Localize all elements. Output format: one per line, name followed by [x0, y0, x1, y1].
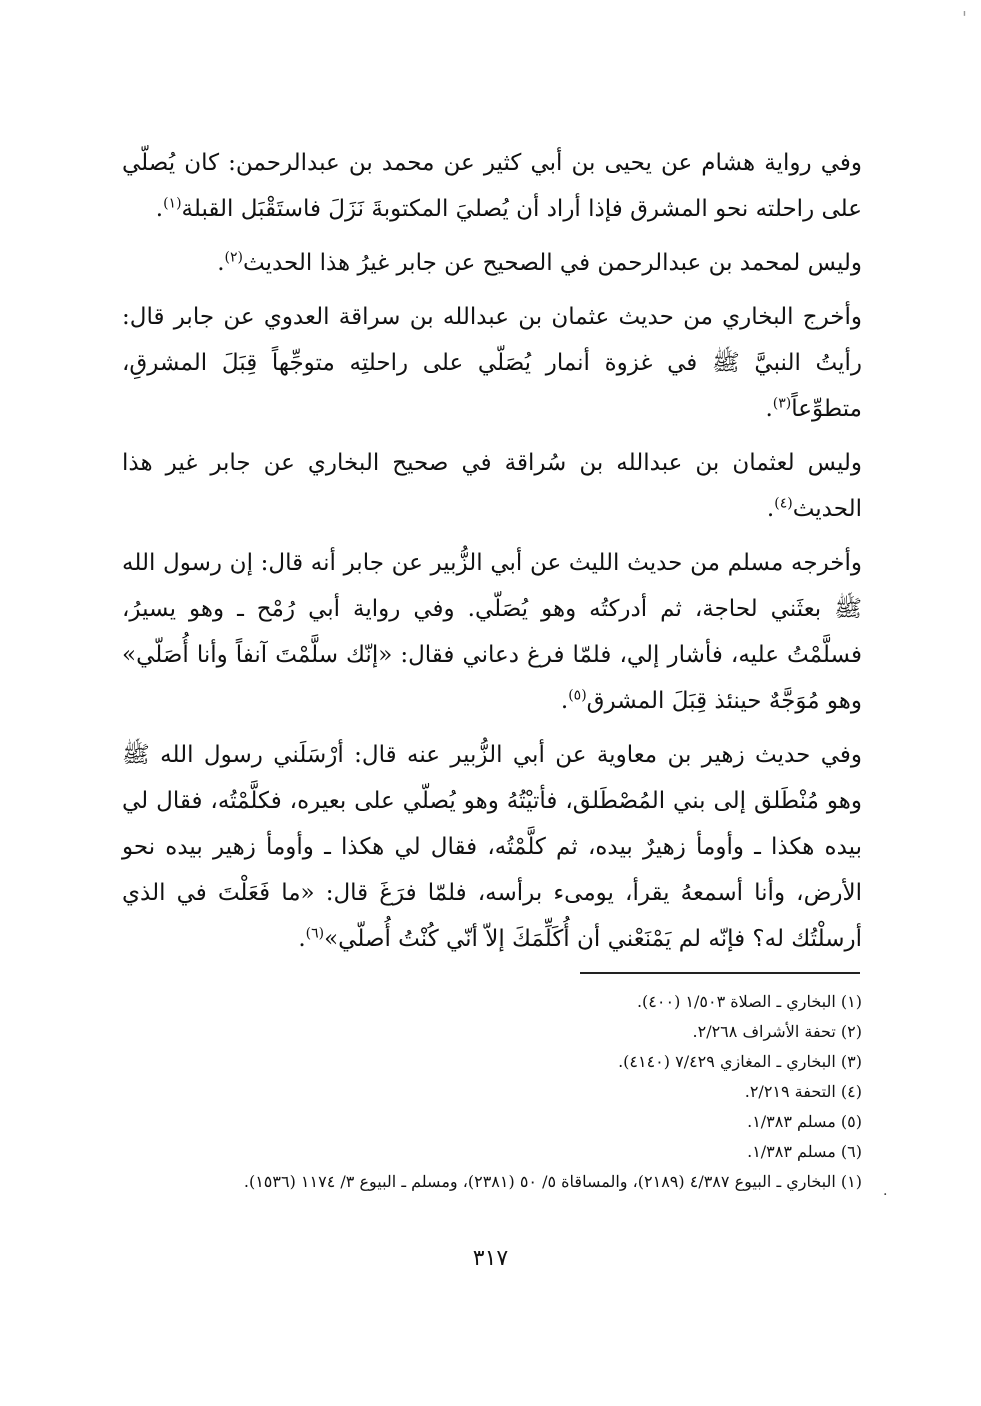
- text-line: وفي رواية هشام عن يحيى بن أبي كثير عن محمد بن عبدالرحمن: كان يُصلّي: [122, 150, 862, 176]
- footnote-ref[interactable]: (٢): [224, 249, 243, 266]
- footnote-ref[interactable]: (٦): [305, 925, 325, 942]
- text-line: متطوِّعاً: [791, 396, 862, 422]
- footnote-ref[interactable]: (٥): [568, 687, 587, 704]
- paragraph: [122, 540, 862, 724]
- footnote: (٤) التحفة ٢/٢١٩.: [744, 1082, 862, 1101]
- text-line: الله ﷺ بعثَني لحاجة، ثم أدركتُه وهو يُصَلّي. وفي رواية أبي رُمْح ـ وهو يسيرُ،: [122, 550, 862, 622]
- footnote: (٦) مسلم ١/٣٨٣.: [747, 1142, 862, 1161]
- footnote: (٣) البخاري ـ المغازي ٧/٤٢٩ (٤١٤٠).: [618, 1052, 862, 1071]
- footnote: (١) البخاري ـ البيوع ٤/٣٨٧ (٢١٨٩)، والمساقاة ٥/ ٥٠ (٢٣٨١)، ومسلم ـ البيوع ٣/ ١١٧٤ (١٥٣٦).: [243, 1172, 862, 1191]
- footnote: (٢) تحفة الأشراف ٢/٢٦٨.: [692, 1022, 862, 1041]
- text-line: الأرض، وأنا أسمعهُ يقرأ، يومىء برأسه، فلمّا فرَغَ قال: «ما فَعَلْتَ في الذي: [122, 880, 862, 906]
- punctuation: .: [560, 688, 569, 714]
- paragraph: [122, 294, 862, 432]
- text-line: وهو مُنْطَلق إلى بني المُصْطَلق، فأتيْتُهُ وهو يُصلّي على بعيره، فكلَّمْتُه، فقال لي: [122, 788, 862, 814]
- text-line: الحديث: [792, 496, 862, 522]
- footnote-ref[interactable]: (٣): [772, 395, 792, 412]
- text-line: رأيتُ النبيَّ ﷺ في غزوة أنمار يُصَلّي على راحلتِه متوجِّهاً قِبَلَ المشرقِ،: [122, 350, 862, 376]
- text-line: وفي حديث زهير بن معاوية عن أبي الزُّبير عنه قال: أرْسَلَني رسول الله ﷺ: [122, 742, 862, 768]
- text-line: على راحلته نحو المشرق فإذا أراد أن يُصليَ المكتوبةَ نَزَلَ فاستَقْبَل القبلة: [181, 196, 862, 222]
- corner-mark: ': [962, 8, 967, 29]
- footnotes: [160, 987, 862, 1197]
- main-text: [122, 140, 862, 970]
- punctuation: .: [765, 396, 773, 422]
- paragraph: [122, 440, 862, 532]
- paragraph: [122, 732, 862, 962]
- footnote-ref[interactable]: (٤): [774, 495, 793, 512]
- text-line: فسلَّمْتُ عليه، فأشار إلي، فلمّا فرغ دعاني فقال: «إنّك سلَّمْتَ آنفاً وأنا أُصَلّي»: [122, 642, 862, 668]
- text-line: وليس لمحمد بن عبدالرحمن في الصحيح عن جابر غيرُ هذا الحديث: [242, 250, 862, 276]
- text-line: وأخرجه مسلم من حديث الليث عن أبي الزُّبير عن جابر أنه قال: إن رسول: [163, 550, 862, 576]
- punctuation: .: [155, 196, 164, 222]
- text-line: وهو مُوَجَّهٌ حينئذ قِبَلَ المشرق: [586, 688, 862, 714]
- footnote: (١) البخاري ـ الصلاة ١/٥٠٣ (٤٠٠).: [636, 992, 862, 1011]
- punctuation: .: [217, 250, 225, 276]
- footnote: (٥) مسلم ١/٣٨٣.: [747, 1112, 862, 1131]
- text-line: بيده هكذا ـ وأومأ زهيرٌ بيده، ثم كلَّمْتُه، فقال لي هكذا ـ وأومأ زهير بيده نحو: [122, 834, 862, 860]
- page-number: ٣١٧: [472, 1246, 509, 1271]
- punctuation: .: [298, 926, 306, 952]
- text-line: أرسلْتُك له؟ فإنّه لم يَمْنَعْني أن أُكَلِّمَكَ إلاّ أنّي كُنْتُ أُصلّي»: [324, 926, 862, 952]
- text-line: وليس لعثمان بن عبدالله بن سُراقة في صحيح البخاري عن جابر غير هذا: [122, 450, 862, 476]
- punctuation: .: [766, 496, 775, 522]
- footnote-separator: [580, 972, 860, 974]
- paragraph: [122, 140, 862, 232]
- paragraph: [122, 240, 862, 286]
- scan-speck: .: [883, 1183, 888, 1199]
- text-line: وأخرج البخاري من حديث عثمان بن عبدالله بن سراقة العدوي عن جابر قال:: [122, 304, 862, 330]
- footnote-ref[interactable]: (١): [163, 195, 182, 212]
